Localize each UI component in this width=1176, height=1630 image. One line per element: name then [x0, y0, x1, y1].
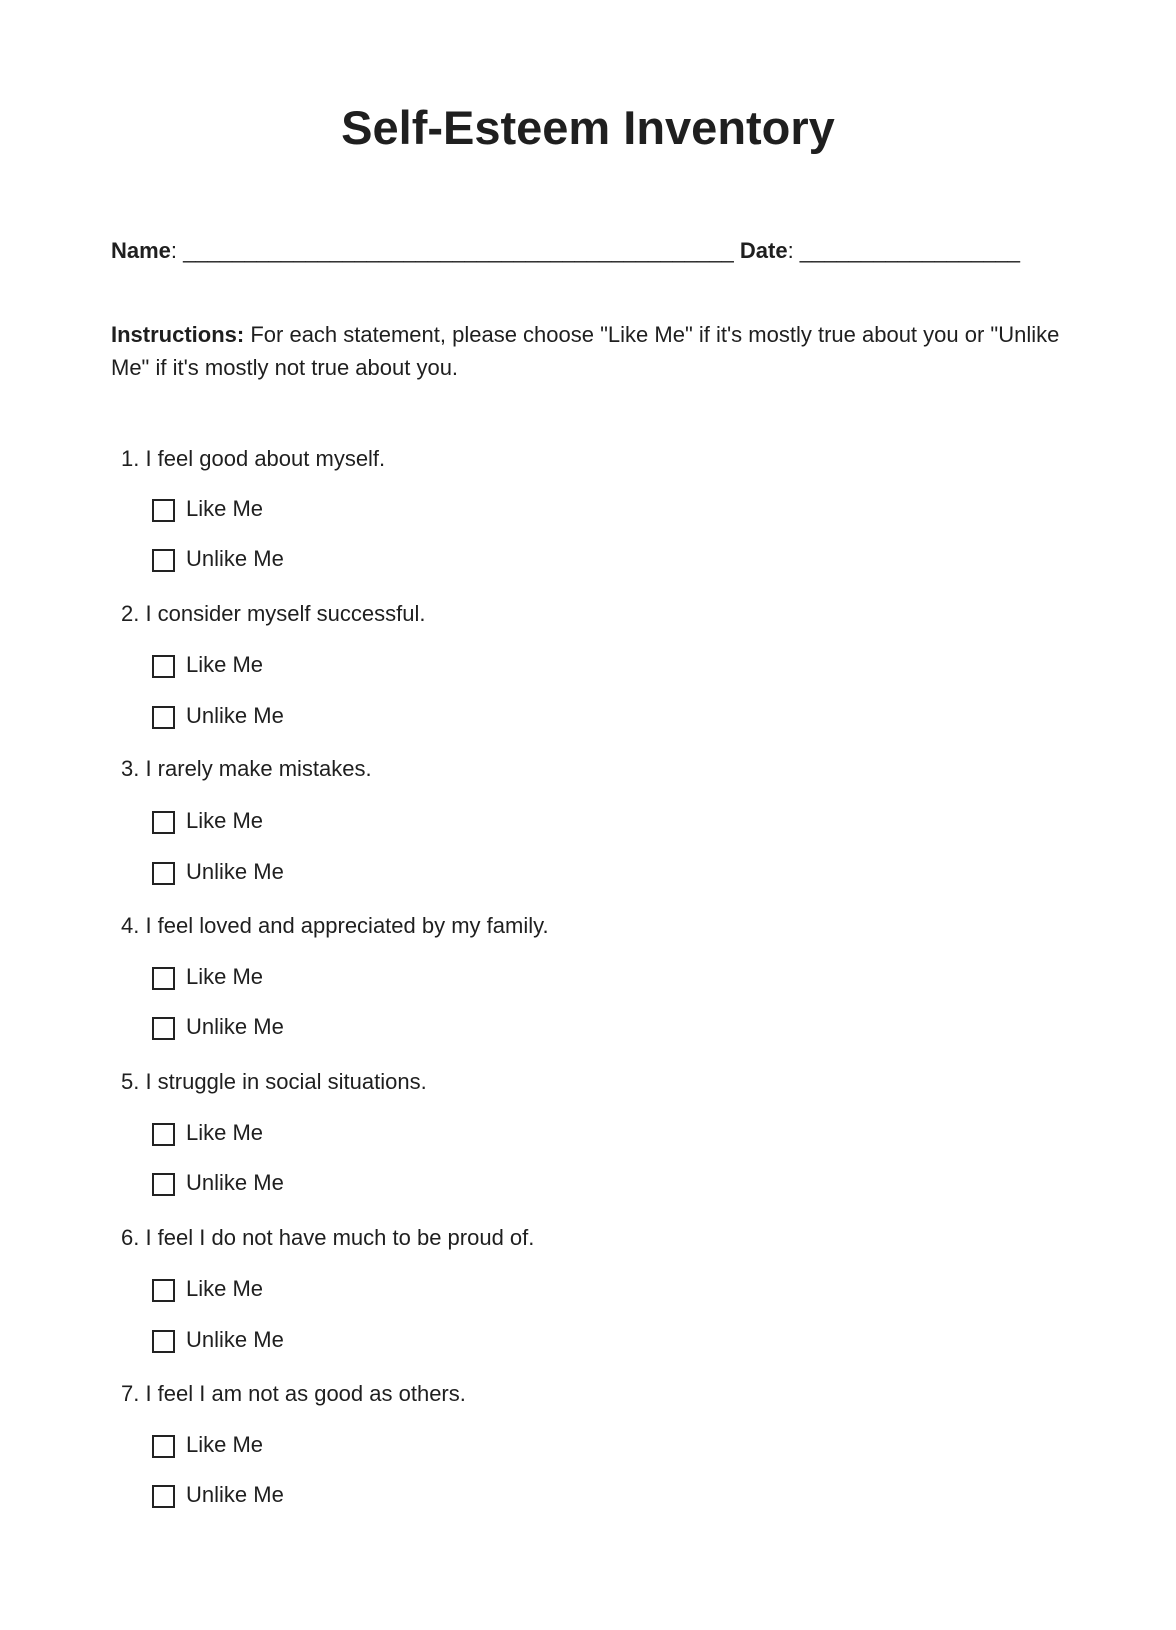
question-6-like-option[interactable] — [152, 1275, 263, 1303]
date-label: Date — [739, 238, 788, 263]
checkbox-icon[interactable] — [152, 1330, 175, 1353]
checkbox-icon[interactable] — [152, 499, 175, 522]
checkbox-icon[interactable] — [152, 1279, 175, 1302]
question-6: 6. I feel I do not have much to be proud of. — [121, 1225, 535, 1250]
option-label: Like Me — [186, 652, 264, 677]
question-4-unlike-option[interactable] — [152, 1013, 284, 1041]
question-5: 5. I struggle in social situations. — [121, 1069, 427, 1094]
checkbox-icon[interactable] — [152, 1017, 175, 1040]
option-label: Like Me — [186, 1120, 264, 1145]
question-1-like-option[interactable] — [152, 495, 263, 523]
option-label: Unlike Me — [186, 1482, 284, 1507]
question-7-like-option[interactable] — [152, 1431, 263, 1459]
option-label: Unlike Me — [186, 1170, 284, 1195]
checkbox-icon[interactable] — [152, 811, 175, 834]
page-title: Self-Esteem Inventory — [341, 101, 835, 154]
question-5-like-option[interactable] — [152, 1119, 263, 1147]
option-label: Like Me — [186, 496, 264, 521]
option-label: Like Me — [186, 808, 264, 833]
checkbox-icon[interactable] — [152, 549, 175, 572]
name-field[interactable]: : _____________________________________________ — [170, 238, 734, 263]
name-label: Name — [111, 238, 171, 263]
question-3-unlike-option[interactable] — [152, 858, 284, 886]
question-1-unlike-option[interactable] — [152, 545, 284, 573]
option-label: Unlike Me — [186, 1327, 284, 1352]
checkbox-icon[interactable] — [152, 1485, 175, 1508]
question-7: 7. I feel I am not as good as others. — [121, 1381, 466, 1406]
instructions-text: For each statement, please choose "Like Me" if it's mostly true about you or "Unlike Me" if it's mostly not true about you. — [111, 322, 1060, 380]
question-3-like-option[interactable] — [152, 807, 263, 835]
checkbox-icon[interactable] — [152, 1123, 175, 1146]
question-4-like-option[interactable] — [152, 963, 263, 991]
question-7-unlike-option[interactable] — [152, 1481, 284, 1509]
question-4: 4. I feel loved and appreciated by my family. — [121, 913, 549, 938]
option-label: Like Me — [186, 964, 264, 989]
option-label: Like Me — [186, 1276, 264, 1301]
question-2: 2. I consider myself successful. — [121, 601, 426, 626]
option-label: Unlike Me — [186, 859, 284, 884]
name-date-fields — [111, 237, 1020, 265]
checkbox-icon[interactable] — [152, 1435, 175, 1458]
question-3: 3. I rarely make mistakes. — [121, 756, 372, 781]
checkbox-icon[interactable] — [152, 706, 175, 729]
option-label: Unlike Me — [186, 546, 284, 571]
instructions-label: Instructions: — [111, 322, 245, 347]
question-6-unlike-option[interactable] — [152, 1326, 284, 1354]
instructions — [111, 318, 1071, 384]
option-label: Unlike Me — [186, 1014, 284, 1039]
question-1: 1. I feel good about myself. — [121, 446, 386, 471]
option-label: Unlike Me — [186, 703, 284, 728]
question-5-unlike-option[interactable] — [152, 1169, 284, 1197]
checkbox-icon[interactable] — [152, 655, 175, 678]
checkbox-icon[interactable] — [152, 862, 175, 885]
option-label: Like Me — [186, 1432, 264, 1457]
checkbox-icon[interactable] — [152, 967, 175, 990]
date-field[interactable]: : __________________ — [787, 238, 1021, 263]
checkbox-icon[interactable] — [152, 1173, 175, 1196]
question-2-unlike-option[interactable] — [152, 702, 284, 730]
question-2-like-option[interactable] — [152, 651, 263, 679]
